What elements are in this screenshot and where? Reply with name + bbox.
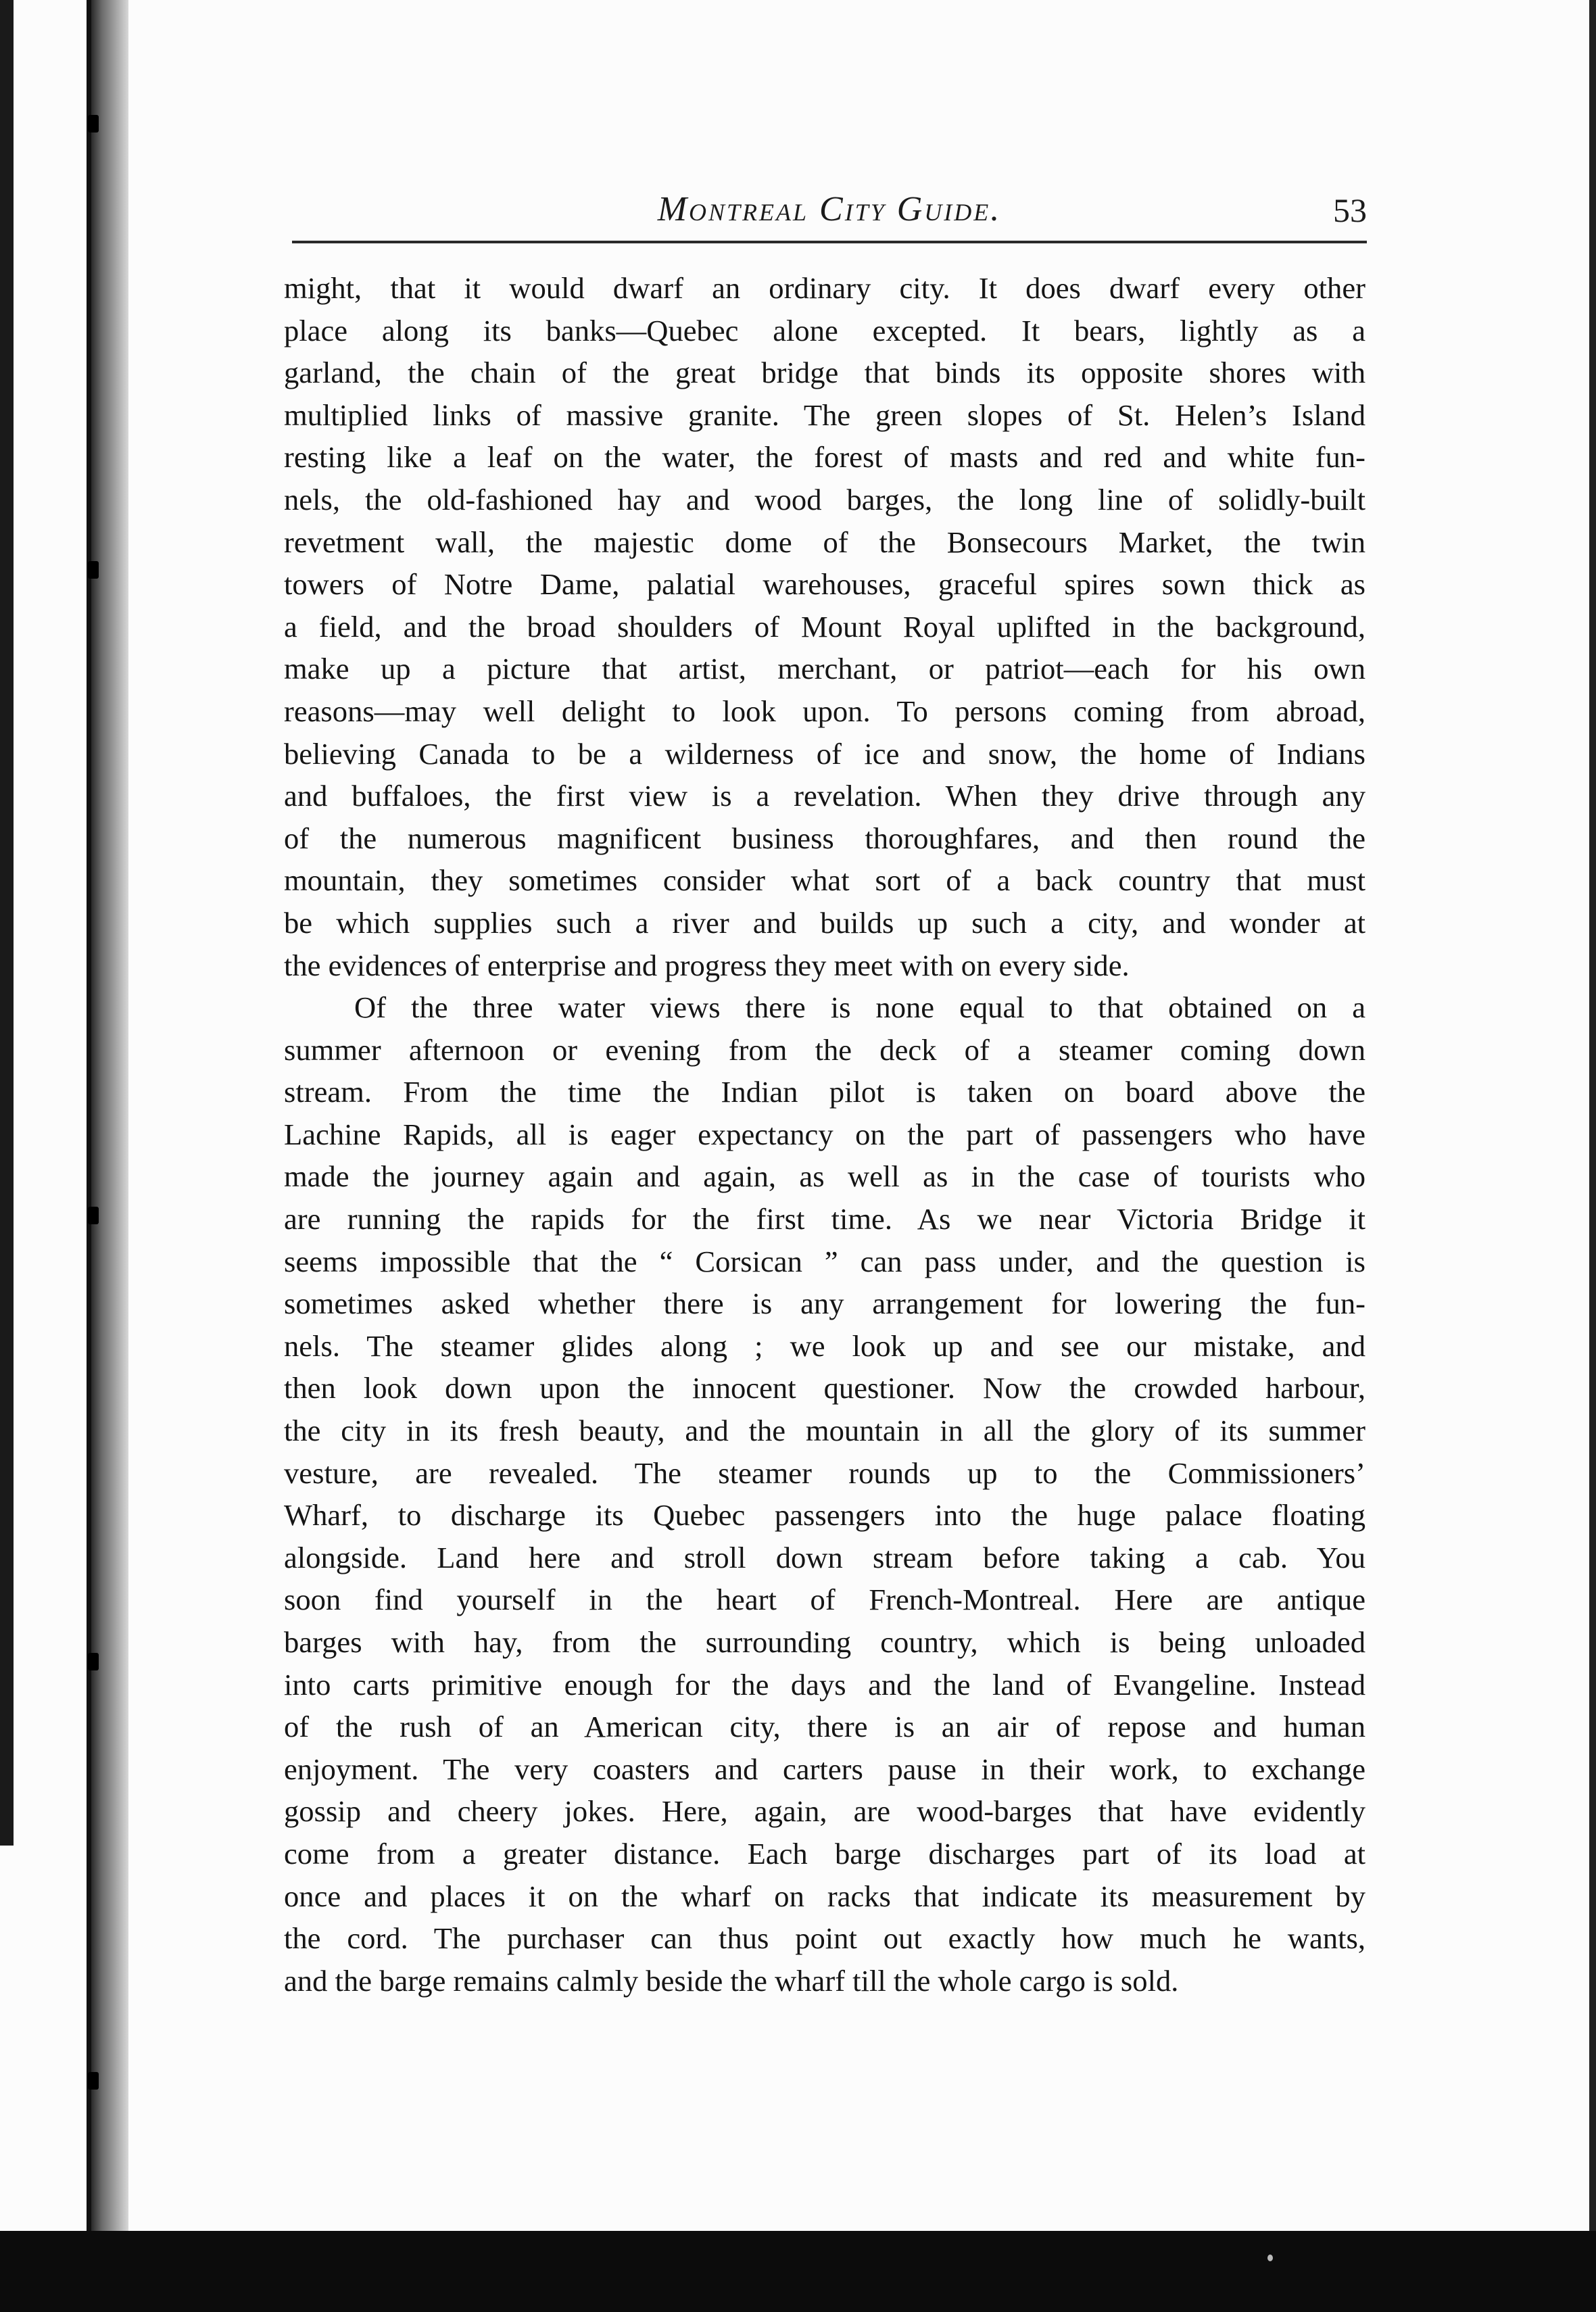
text-line: nels. The steamer glides along ; we look up and see our mistake, and <box>284 1328 1365 1363</box>
text-line: then look down upon the innocent questioner. Now the crowded harbour, <box>284 1371 1365 1405</box>
text-line: mountain, they sometimes consider what sort of a back country that must <box>284 863 1365 898</box>
paragraph <box>284 986 1365 2002</box>
text-line: are running the rapids for the first time. As we near Victoria Bridge it <box>284 1202 1365 1236</box>
text-line: once and places it on the wharf on racks that indicate its measurement by <box>284 1879 1365 1913</box>
text-line: multiplied links of massive granite. The green slopes of St. Helen’s Island <box>284 398 1365 432</box>
running-head <box>292 183 1367 237</box>
binding-mark <box>88 1207 99 1224</box>
text-line: the city in its fresh beauty, and the mountain in all the glory of its summer <box>284 1414 1365 1448</box>
text-line: the cord. The purchaser can thus point out exactly how much he wants, <box>284 1921 1365 1956</box>
binding-mark <box>88 115 99 133</box>
text-line: resting like a leaf on the water, the forest of masts and red and white fun- <box>284 440 1365 475</box>
text-line: into carts primitive enough for the days and the land of Evangeline. Instead <box>284 1667 1365 1702</box>
binding-shadow <box>0 0 14 1846</box>
text-line: make up a picture that artist, merchant, or patriot—each for his own <box>284 652 1365 686</box>
text-line: reasons—may well delight to look upon. To persons coming from abroad, <box>284 694 1365 728</box>
binding-mark <box>88 1653 99 1670</box>
binding-mark <box>88 2072 99 2090</box>
binding-gradient <box>91 0 128 2231</box>
text-line: be which supplies such a river and builds up such a city, and wonder at <box>284 905 1365 940</box>
text-line: nels, the old-fashioned hay and wood barges, the long line of solidly-built <box>284 482 1365 516</box>
text-line: barges with hay, from the surrounding country, which is being unloaded <box>284 1625 1365 1659</box>
text-line: alongside. Land here and stroll down stream before taking a cab. You <box>284 1540 1365 1574</box>
text-line: sometimes asked whether there is any arrangement for lowering the fun- <box>284 1286 1365 1321</box>
text-line: the evidences of enterprise and progress they meet with on every side. <box>284 948 1130 982</box>
page-number: 53 <box>1333 191 1367 229</box>
text-line: garland, the chain of the great bridge that binds its opposite shores with <box>284 356 1365 390</box>
text-line: gossip and cheery jokes. Here, again, are wood-barges that have evidently <box>284 1794 1365 1829</box>
text-line: might, that it would dwarf an ordinary city. It does dwarf every other <box>284 271 1365 305</box>
text-line: seems impossible that the “ Corsican ” can pass under, and the question is <box>284 1244 1365 1278</box>
text-line: soon find yourself in the heart of French-Montreal. Here are antique <box>284 1583 1365 1617</box>
text-line: come from a greater distance. Each barge discharges part of its load at <box>284 1836 1365 1871</box>
text-line: believing Canada to be a wilderness of ice and snow, the home of Indians <box>284 736 1365 771</box>
text-line: a field, and the broad shoulders of Mount Royal uplifted in the background, <box>284 609 1365 644</box>
dust-speck <box>1267 2255 1273 2261</box>
text-line: enjoyment. The very coasters and carters pause in their work, to exchange <box>284 1752 1365 1786</box>
text-line: of the rush of an American city, there is an air of repose and human <box>284 1710 1365 1744</box>
text-line: stream. From the time the Indian pilot is taken on board above the <box>284 1075 1365 1109</box>
text-line: vesture, are revealed. The steamer rounds up to the Commissioners’ <box>284 1455 1365 1490</box>
bottom-scan-border <box>0 2231 1596 2312</box>
text-line: revetment wall, the majestic dome of the Bonsecours Market, the twin <box>284 525 1365 559</box>
text-line: Wharf, to discharge its Quebec passengers into the huge palace floating <box>284 1498 1365 1533</box>
binding-mark <box>88 561 99 579</box>
text-line: Of the three water views there is none equal to that obtained on a <box>354 990 1365 1025</box>
text-line: made the journey again and again, as well as in the case of tourists who <box>284 1159 1365 1194</box>
body-text <box>284 267 1365 2002</box>
paragraph <box>284 267 1365 986</box>
text-line: place along its banks—Quebec alone excepted. It bears, lightly as a <box>284 313 1365 347</box>
text-line: summer afternoon or evening from the deck of a steamer coming down <box>284 1032 1365 1067</box>
text-line: and the barge remains calmly beside the wharf till the whole cargo is sold. <box>284 1963 1179 1998</box>
right-page-edge <box>1589 0 1596 2231</box>
running-head-title: Montreal City Guide. <box>657 190 1002 228</box>
text-line: towers of Notre Dame, palatial warehouses, graceful spires sown thick as <box>284 567 1365 602</box>
text-line: Lachine Rapids, all is eager expectancy on the part of passengers who have <box>284 1117 1365 1151</box>
text-line: and buffaloes, the first view is a revelation. When they drive through any <box>284 779 1365 813</box>
header-rule <box>292 241 1367 243</box>
text-line: of the numerous magnificent business thoroughfares, and then round the <box>284 821 1365 855</box>
